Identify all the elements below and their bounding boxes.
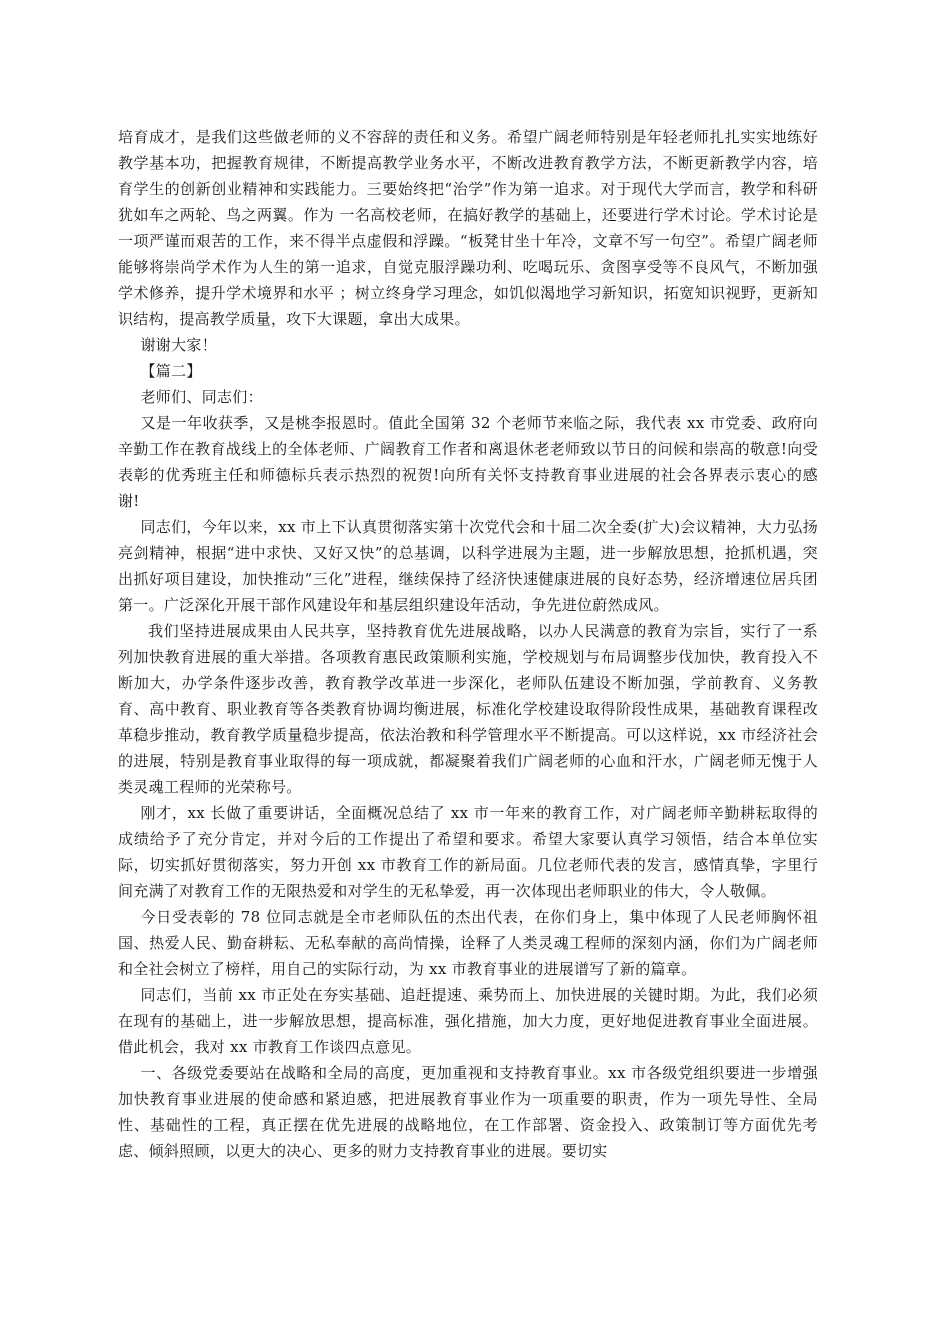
paragraph-salutation: 老师们、同志们： (140, 388, 263, 406)
paragraph-thanks: 谢谢大家！ (140, 336, 218, 354)
paragraph-continuation: 培育成才，是我们这些做老师的义不容辞的责任和义务。希望广阔老师特别是年轻老师扎扎实实地练好教学基本功，把握教育规律，不断提高教学业务水平，不断改进教育教学方法，不断更新教学内容，培育学生的创新创业精神和实践能力。三要始终把“治学”作为第一追求。对于现代大学而言，教学和科研犹如车之两轮、鸟之两翼。作为 一名高校老师，在搞好教学的基础上，还要进行学术讨论。学术讨论是一项严谨而艰苦的工作，来不得半点虚假和浮躁。“板凳甘坐十年冷，文章不写一句空”。希望广阔老师能够将崇尚学术作为人生的第一追求，自觉克服浮躁功利、吃喝玩乐、贪图享受等不良风气，不断加强学术修养，提升学术境界和水平 ；树立终身学习理念，如饥似渴地学习新知识，拓宽知识视野，更新知识结构，提高教学质量，攻下大课题，拿出大成果。 (118, 128, 818, 328)
section-heading: 【篇二】 (140, 362, 202, 380)
paragraph-body: 一、各级党委要站在战略和全局的高度，更加重视和支持教育事业。xx 市各级党组织要进一步增强加快教育事业进展的使命感和紧迫感，把进展教育事业作为一项重要的职责，作为一项先导性、全局性、基础性的工程，真正摆在优先进展的战略地位，在工作部署、资金投入、政策制订等方面优先考虑、倾斜照顾，以更大的决心、更多的财力支持教育事业的进展。要切实 (118, 1064, 818, 1160)
paragraph-body: 刚才，xx 长做了重要讲话，全面概况总结了 xx 市一年来的教育工作，对广阔老师辛勤耕耘取得的成绩给予了充分肯定，并对今后的工作提出了希望和要求。希望大家要认真学习领悟，结合本单位实际，切实抓好贯彻落实，努力开创 xx 市教育工作的新局面。几位老师代表的发言，感情真挚，字里行间充满了对教育工作的无限热爱和对学生的无私挚爱，再一次体现出老师职业的伟大，令人敬佩。 (118, 804, 818, 900)
paragraph-body: 我们坚持进展成果由人民共享，坚持教育优先进展战略，以办人民满意的教育为宗旨，实行了一系列加快教育进展的重大举措。各项教育惠民政策顺利实施，学校规划与布局调整步伐加快，教育投入不断加大，办学条件逐步改善，教育教学改革进一步深化，老师队伍建设不断加强，学前教育、义务教育、高中教育、职业教育等各类教育协调均衡进展，标准化学校建设取得阶段性成果，基础教育课程改革稳步推动，教育教学质量稳步提高，依法治教和科学管理水平不断提高。可以这样说，xx 市经济社会的进展，特别是教育事业取得的每一项成就，都凝聚着我们广阔老师的心血和汗水，广阔老师无愧于人类灵魂工程师的光荣称号。 (118, 622, 818, 796)
document-page (118, 124, 818, 1164)
paragraph-body: 同志们，今年以来，xx 市上下认真贯彻落实第十次党代会和十届二次全委(扩大)会议精神，大力弘扬亮剑精神，根据“进中求快、又好又快”的总基调，以科学进展为主题，进一步解放思想，抢抓机遇，突出抓好项目建设，加快推动“三化”进程，继续保持了经济快速健康进展的良好态势，经济增速位居兵团第一。广泛深化开展干部作风建设年和基层组织建设年活动，争先进位蔚然成风。 (118, 518, 818, 614)
paragraph-body: 又是一年收获季，又是桃李报恩时。值此全国第 32 个老师节来临之际，我代表 xx 市党委、政府向辛勤工作在教育战线上的全体老师、广阔教育工作者和离退休老老师致以节日的问候和崇高的敬意!向受表彰的优秀班主任和师德标兵表示热烈的祝贺!向所有关怀支持教育事业进展的社会各界表示衷心的感谢! (118, 414, 818, 510)
paragraph-body: 今日受表彰的 78 位同志就是全市老师队伍的杰出代表，在你们身上，集中体现了人民老师胸怀祖国、热爱人民、勤奋耕耘、无私奉献的高尚情操，诠释了人类灵魂工程师的深刻内涵，你们为广阔老师和全社会树立了榜样，用自己的实际行动，为 xx 市教育事业的进展谱写了新的篇章。 (118, 908, 818, 978)
paragraph-body: 同志们，当前 xx 市正处在夯实基础、追赶提速、乘势而上、加快进展的关键时期。为此，我们必须在现有的基础上，进一步解放思想，提高标准，强化措施，加大力度，更好地促进教育事业全面进展。借此机会，我对 xx 市教育工作谈四点意见。 (118, 986, 818, 1056)
